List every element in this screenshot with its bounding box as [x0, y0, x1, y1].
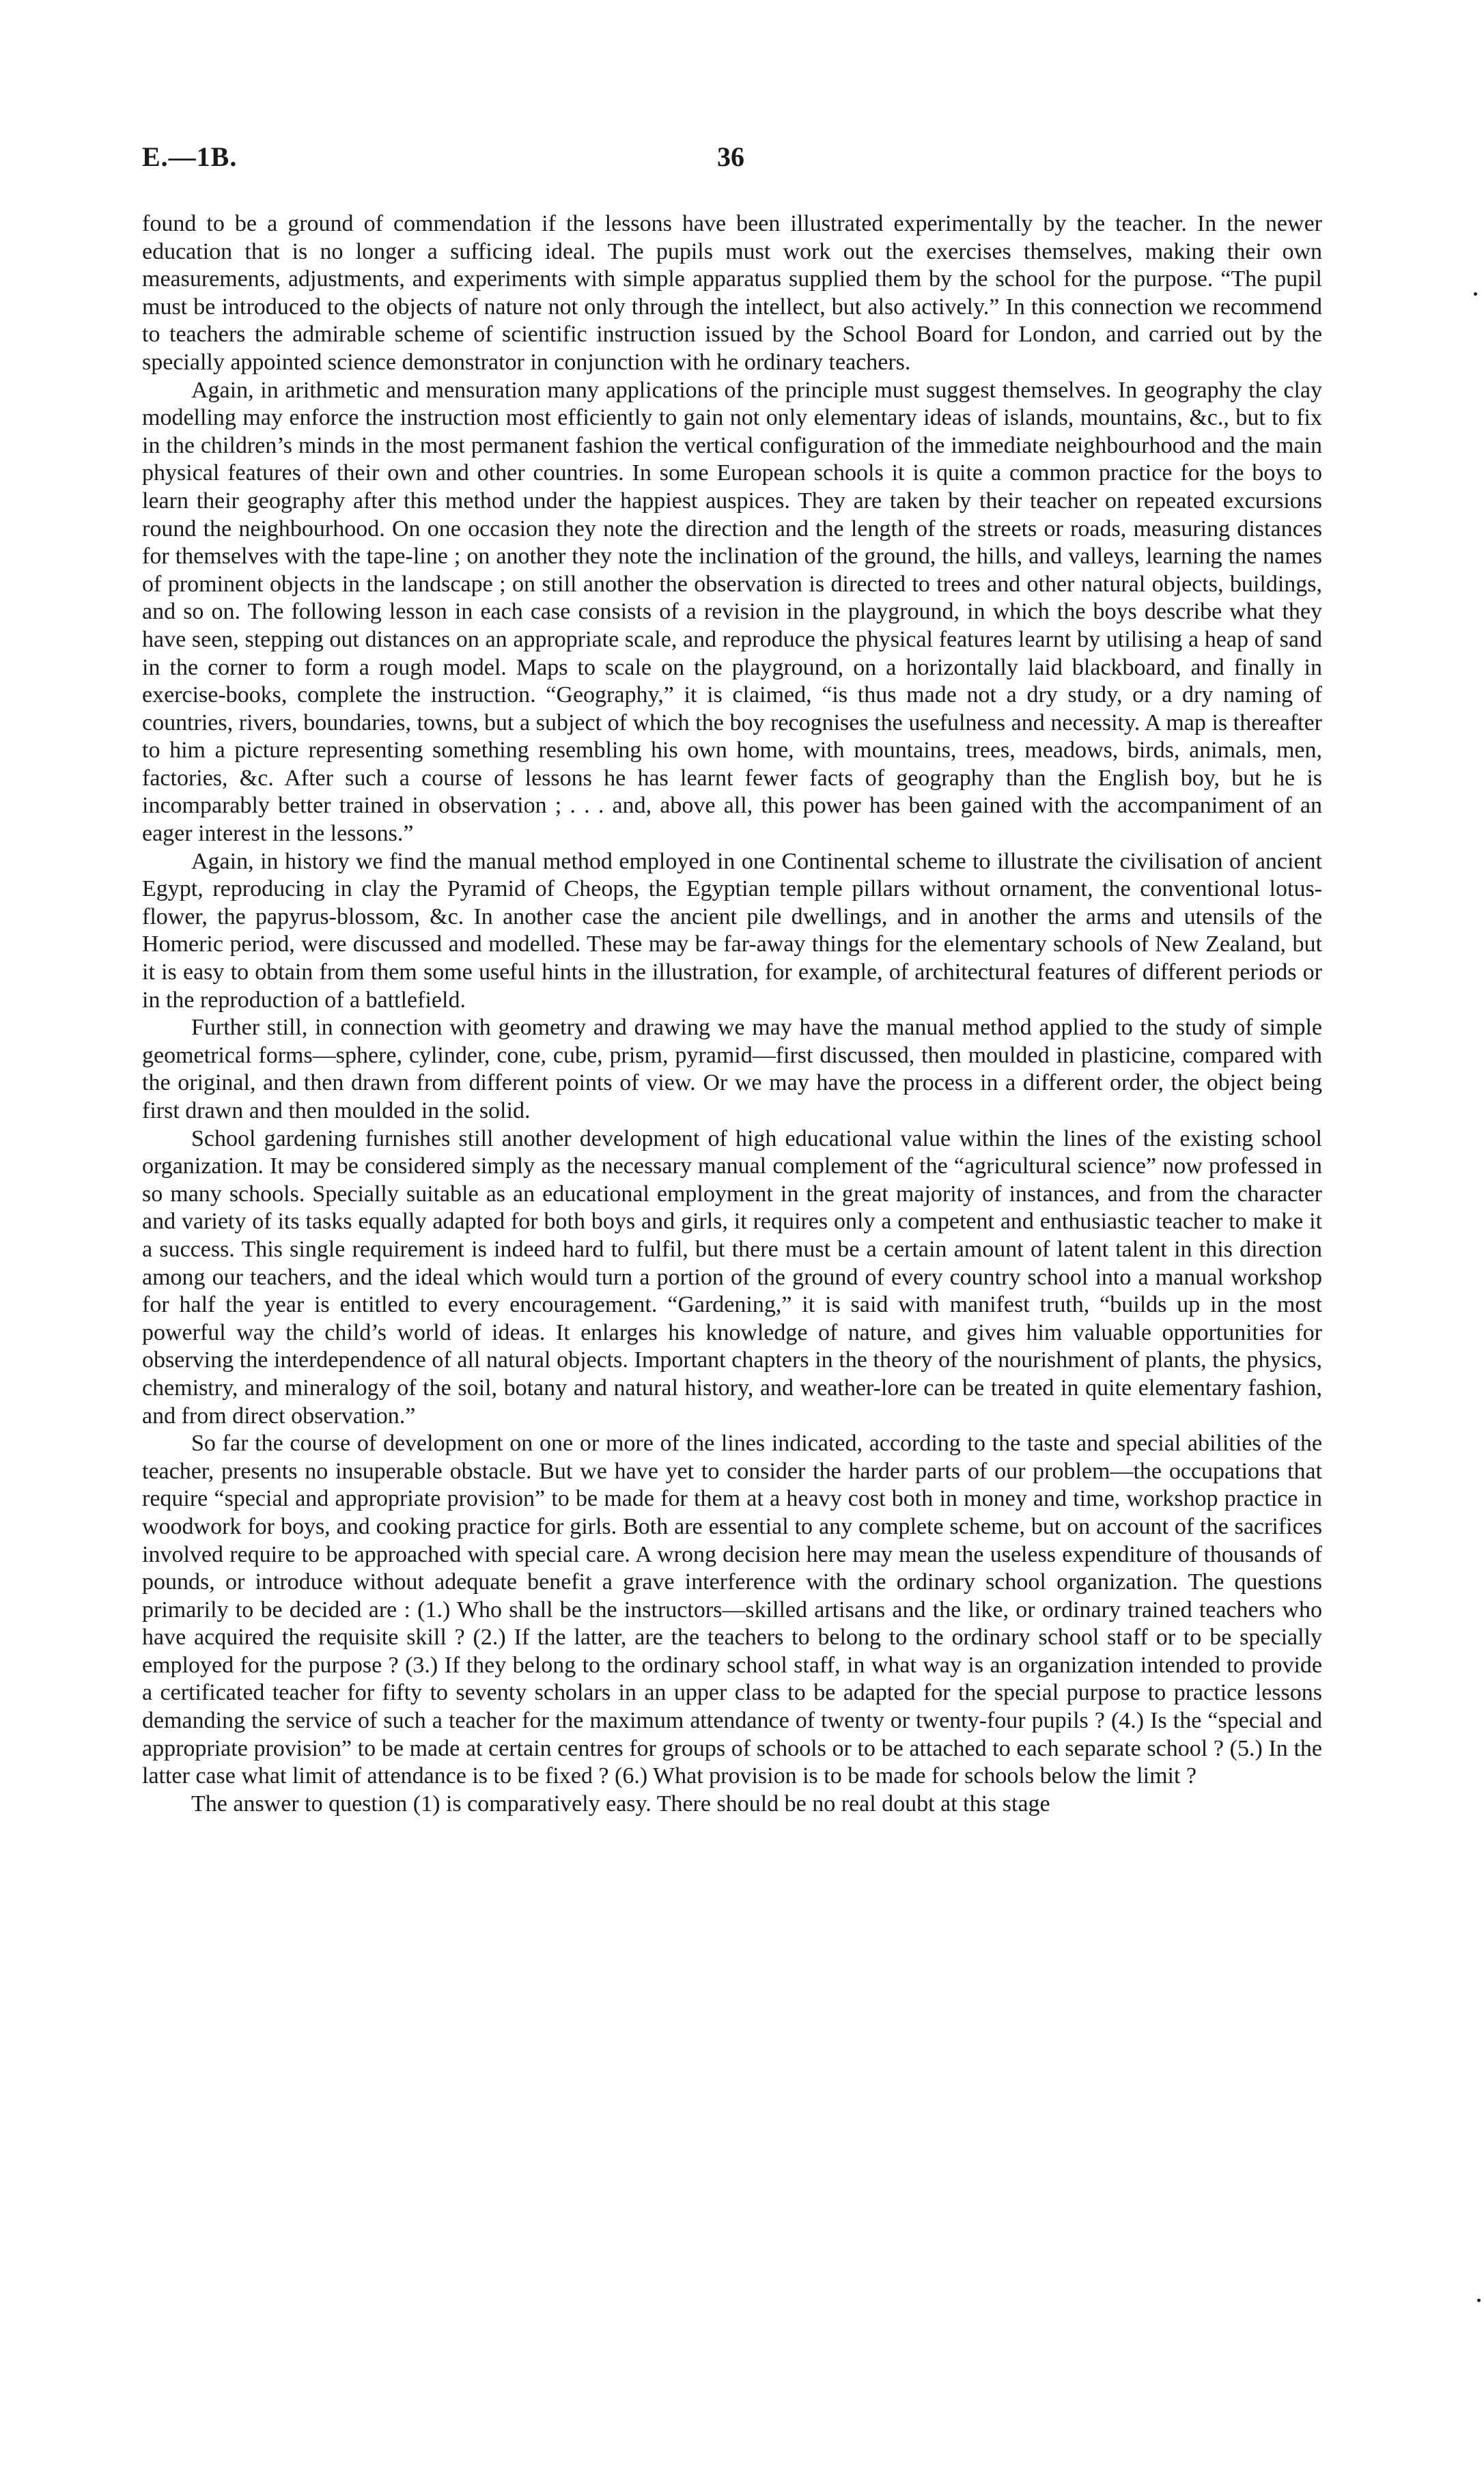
paragraph-7: The answer to question (1) is comparatively easy. There should be no real doubt at this stage	[191, 1791, 1050, 1817]
paragraph-5: School gardening furnishes still another development of high educational value within the lines of the existing school organization. It may be considered simply as the necessary manual complement of the “agricultural science” now professed in so many schools. Specially suitable as an educational employment in the great majority of instances, and from the character and variety of its tasks equally adapted for both boys and girls, it requires only a competent and enthusiastic teacher to make it a success. This single requirement is indeed hard to fulfil, but there must be a certain amount of latent talent in this direction among our teachers, and the ideal which would turn a portion of the ground of every country school into a manual workshop for half the year is entitled to every encouragement. “Gardening,” it is said with manifest truth, “builds up in the most powerful way the child’s world of ideas. It enlarges his knowledge of nature, and gives him valuable opportunities for observing the interdependence of all natural objects. Important chapters in the theory of the nourishment of plants, the physics, chemistry, and mineralogy of the soil, botany and natural history, and weather-lore can be treated in quite elementary fashion, and from direct observation.”	[142, 1125, 1322, 1429]
running-header	[142, 137, 1322, 178]
body-text	[142, 210, 1322, 1818]
page-number: 36	[717, 141, 744, 172]
paragraph-2: Again, in arithmetic and mensuration many applications of the principle must suggest themselves. In geography the clay modelling may enforce the instruction most efficiently to gain not only elementary ideas of islands, mountains, &c., but to fix in the children’s minds in the most permanent fashion the vertical configuration of the immediate neighbourhood and the main physical features of their own and other countries. In some European schools it is quite a common practice for the boys to learn their geography after this method under the happiest auspices. They are taken by their teacher on repeated excursions round the neighbourhood. On one occasion they note the direction and the length of the streets or roads, measuring distances for themselves with the tape-line ; on another they note the inclination of the ground, the hills, and valleys, learning the names of prominent objects in the landscape ; on still another the observation is directed to trees and other natural objects, buildings, and so on. The following lesson in each case consists of a revision in the playground, in which the boys describe what they have seen, stepping out distances on an appropriate scale, and reproduce the physical features learnt by utilising a heap of sand in the corner to form a rough model. Maps to scale on the playground, on a horizontally laid blackboard, and finally in exercise-books, complete the instruction. “Geography,” it is claimed, “is thus made not a dry study, or a dry naming of countries, rivers, boundaries, towns, but a subject of which the boy recognises the usefulness and necessity. A map is thereafter to him a picture representing something resembling his own home, with mountains, trees, meadows, birds, animals, men, factories, &c. After such a course of lessons he has learnt fewer facts of geography than the English boy, but he is incomparably better trained in observation ; . . . and, above all, this power has been gained with the accompaniment of an eager interest in the lessons.”	[142, 377, 1322, 847]
paragraph-1: found to be a ground of commendation if the lessons have been illustrated experimentally by the teacher. In the newer education that is no longer a sufficing ideal. The pupils must work out the exercises themselves, making their own measurements, adjustments, and experiments with simple apparatus supplied them by the school for the purpose. “The pupil must be introduced to the objects of nature not only through the intellect, but also actively.” In this connection we recommend to teachers the admirable scheme of scientific instruction issued by the School Board for London, and carried out by the specially appointed science demonstrator in conjunction with he ordinary teachers.	[142, 211, 1322, 375]
margin-mark	[1477, 2299, 1481, 2302]
paragraph-6: So far the course of development on one or more of the lines indicated, according to the taste and special abilities of the teacher, presents no insuperable obstacle. But we have yet to consider the harder parts of our problem—the occupations that require “special and appropriate provision” to be made for them at a heavy cost both in money and time, workshop practice in woodwork for boys, and cooking practice for girls. Both are essential to any complete scheme, but on account of the sacrifices involved require to be approached with special care. A wrong decision here may mean the useless expenditure of thousands of pounds, or introduce without adequate benefit a grave interference with the ordinary school organization. The questions primarily to be decided are : (1.) Who shall be the instructors—skilled artisans and the like, or ordinary trained teachers who have acquired the requisite skill ? (2.) If the latter, are the teachers to belong to the ordinary school staff or to be specially employed for the purpose ? (3.) If they belong to the ordinary school staff, in what way is an organization intended to provide a certificated teacher for fifty to seventy scholars in an upper class to be adapted for the special purpose to practice lessons demanding the service of such a teacher for the maximum attendance of twenty or twenty-four pupils ? (4.) Is the “special and appropriate provision” to be made at certain centres for groups of schools or to be attached to each separate school ? (5.) In the latter case what limit of attendance is to be fixed ? (6.) What provision is to be made for schools below the limit ?	[142, 1431, 1322, 1789]
paragraph-4: Further still, in connection with geometry and drawing we may have the manual method applied to the study of simple geometrical forms—sphere, cylinder, cone, cube, prism, pyramid—first discussed, then moulded in plasticine, compared with the original, and then drawn from different points of view. Or we may have the process in a different order, the object being first drawn and then moulded in the solid.	[142, 1015, 1322, 1123]
paragraph-3: Again, in history we find the manual method employed in one Continental scheme to illustrate the civilisation of ancient Egypt, reproducing in clay the Pyramid of Cheops, the Egyptian temple pillars without ornament, the conventional lotus-flower, the papyrus-blossom, &c. In another case the ancient pile dwellings, and in another the arms and utensils of the Homeric period, were discussed and modelled. These may be far-away things for the elementary schools of New Zealand, but it is easy to obtain from them some useful hints in the illustration, for example, of architectural features of different periods or in the reproduction of a battlefield.	[142, 848, 1322, 1013]
document-page	[142, 137, 1322, 1818]
margin-mark	[1474, 292, 1477, 296]
section-code: E.—1B.	[142, 141, 238, 172]
